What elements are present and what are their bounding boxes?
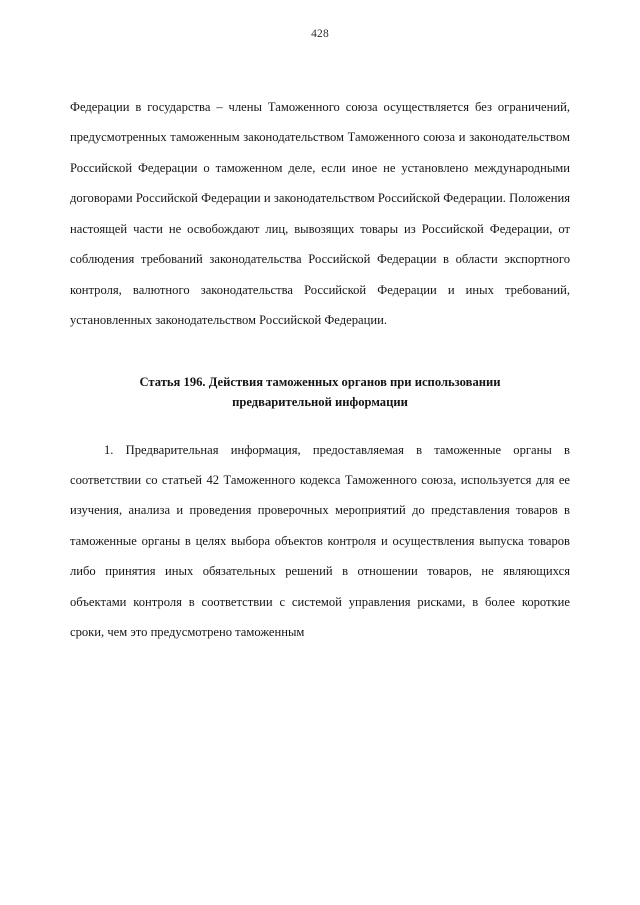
paragraph-spacer	[70, 340, 570, 350]
article-heading-line-2: предварительной информации	[232, 395, 408, 410]
article-heading	[70, 372, 570, 413]
paragraph-2: 1. Предварительная информация, предоставляемая в таможенные органы в соответствии со статьей 42 Таможенного кодекса Таможенного союза, используется для ее изучения, анализа и проведения проверочных мероприятий до представления товаров в таможенные органы в целях выбора объектов контроля и осуществления выпуска товаров либо принятия иных обязательных решений в отношении товаров, не являющихся объектами контроля в соответствии с системой управления рисками, в более короткие сроки, чем это предусмотрено таможенным	[70, 442, 570, 640]
page-number: 428	[311, 28, 329, 40]
paragraph-1: Федерации в государства – члены Таможенного союза осуществляется без ограничений, предусмотренных таможенным законодательством Таможенного союза и законодательством Российской Федерации о таможенном деле, если иное не установлено международными договорами Российской Федерации и законодательством Российской Федерации. Положения настоящей части не освобождают лиц, вывозящих товары из Российской Федерации, от соблюдения требований законодательства Российской Федерации в области экспортного контроля, валютного законодательства Российской Федерации и иных требований, установленных законодательством Российской Федерации.	[70, 100, 570, 328]
article-heading-line-1: Статья 196. Действия таможенных органов при использовании	[139, 374, 501, 389]
